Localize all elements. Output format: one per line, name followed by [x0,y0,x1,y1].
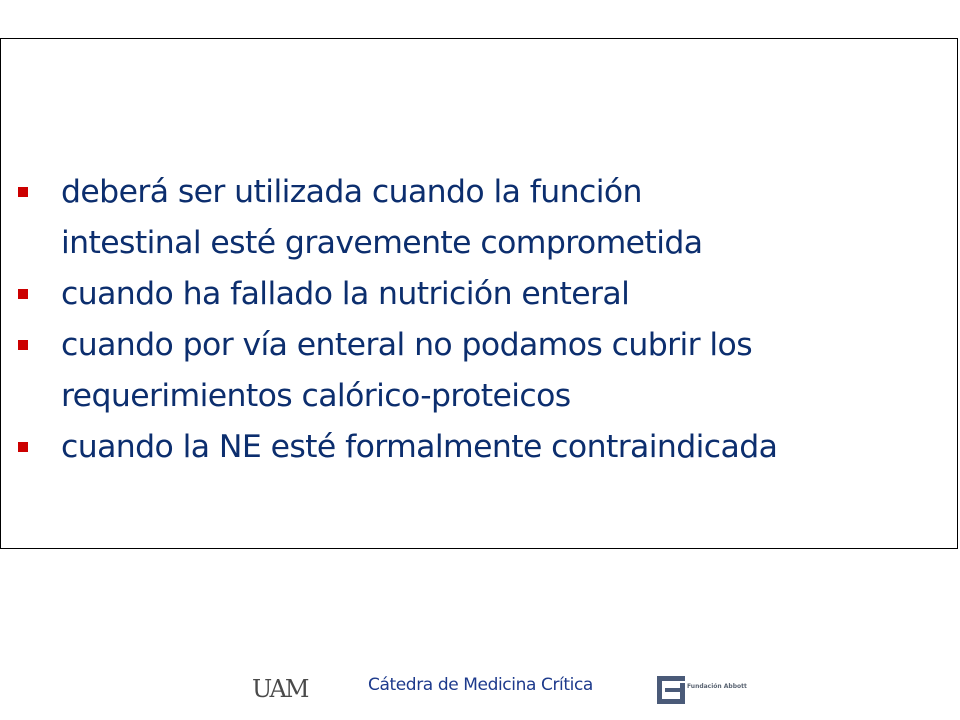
bullet-line: deberá ser utilizada cuando la función [61,174,642,210]
abbott-logo-icon [656,675,686,705]
footer-caption: Cátedra de Medicina Crítica [368,675,593,695]
slide-footer [0,665,960,705]
bullet-line: requerimientos calórico-proteicos [61,378,571,414]
bullet-line: cuando por vía enteral no podamos cubrir los [61,327,753,363]
list-item [1,320,959,422]
square-bullet-icon [18,340,28,350]
list-item [1,167,959,269]
square-bullet-icon [18,187,28,197]
bullet-list [1,167,959,473]
bullet-line: cuando ha fallado la nutrición enteral [61,276,630,312]
square-bullet-icon [18,442,28,452]
uam-logo: UAM [252,675,308,703]
content-frame [0,38,958,549]
list-item [1,269,959,320]
list-item [1,422,959,473]
square-bullet-icon [18,289,28,299]
abbott-logo-text: Fundación Abbott [687,683,747,690]
bullet-line: cuando la NE esté formalmente contraindicada [61,429,778,465]
bullet-line: intestinal esté gravemente comprometida [61,225,703,261]
